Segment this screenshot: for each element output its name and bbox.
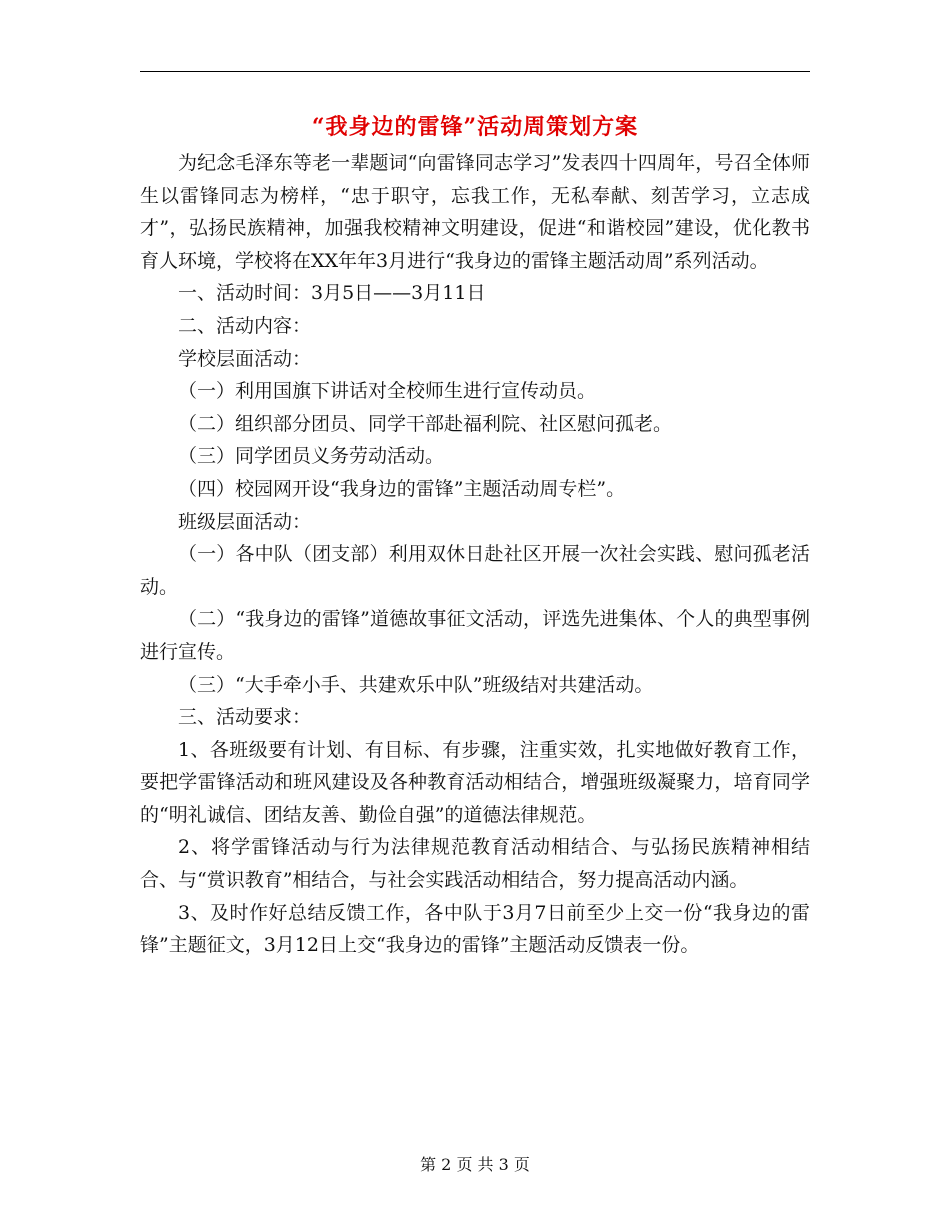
- document-title: “我身边的雷锋”活动周策划方案: [311, 114, 639, 140]
- class-item-2: （二）“我身边的雷锋”道德故事征文活动，评选先进集体、个人的典型事例进行宣传。: [140, 608, 810, 663]
- class-item-3: （三）“大手牵小手、共建欢乐中队”班级结对共建活动。: [178, 673, 654, 696]
- school-level-heading: 学校层面活动：: [178, 347, 312, 370]
- school-item-4: （四）校园网开设“我身边的雷锋”主题活动周专栏”。: [178, 477, 626, 500]
- section-heading-requirements: 三、活动要求：: [178, 706, 312, 729]
- section-heading-content: 二、活动内容：: [178, 314, 312, 337]
- class-level-heading: 班级层面活动：: [178, 510, 312, 533]
- requirement-3: 3、及时作好总结反馈工作，各中队于3月7日前至少上交一份“我身边的雷锋”主题征文，3月12日上交“我身边的雷锋”主题活动反馈表一份。: [140, 901, 810, 957]
- activity-time: 一、活动时间：3月5日——3月11日: [178, 282, 486, 305]
- school-item-1: （一）利用国旗下讲话对全校师生进行宣传动员。: [178, 380, 597, 403]
- class-item-1: （一）各中队（团支部）利用双休日赴社区开展一次社会实践、慰问孤老活动。: [140, 543, 810, 598]
- header-rule: [140, 71, 810, 72]
- document-body: [140, 147, 810, 962]
- page-number: 第 2 页 共 3 页: [420, 1155, 530, 1174]
- school-item-2: （二）组织部分团员、同学干部赴福利院、社区慰问孤老。: [178, 412, 673, 435]
- requirement-2: 2、将学雷锋活动与行为法律规范教育活动相结合、与弘扬民族精神相结合、与“赏识教育”相结合，与社会实践活动相结合，努力提高活动内涵。: [140, 836, 810, 892]
- intro-paragraph: 为纪念毛泽东等老一辈题词“向雷锋同志学习”发表四十四周年，号召全体师生以雷锋同志为榜样，“忠于职守，忘我工作，无私奉献、刻苦学习，立志成才”，弘扬民族精神，加强我校精神文明建设，促进“和谐校园”建设，优化教书育人环境，学校将在XX年年3月进行“我身边的雷锋主题活动周”系列活动。: [140, 152, 810, 272]
- school-item-3: （三）同学团员义务劳动活动。: [178, 445, 445, 468]
- requirement-1: 1、各班级要有计划、有目标、有步骤，注重实效，扎实地做好教育工作，要把学雷锋活动和班风建设及各种教育活动相结合，增强班级凝聚力，培育同学的“明礼诚信、团结友善、勤俭自强”的道德法律规范。: [140, 738, 810, 826]
